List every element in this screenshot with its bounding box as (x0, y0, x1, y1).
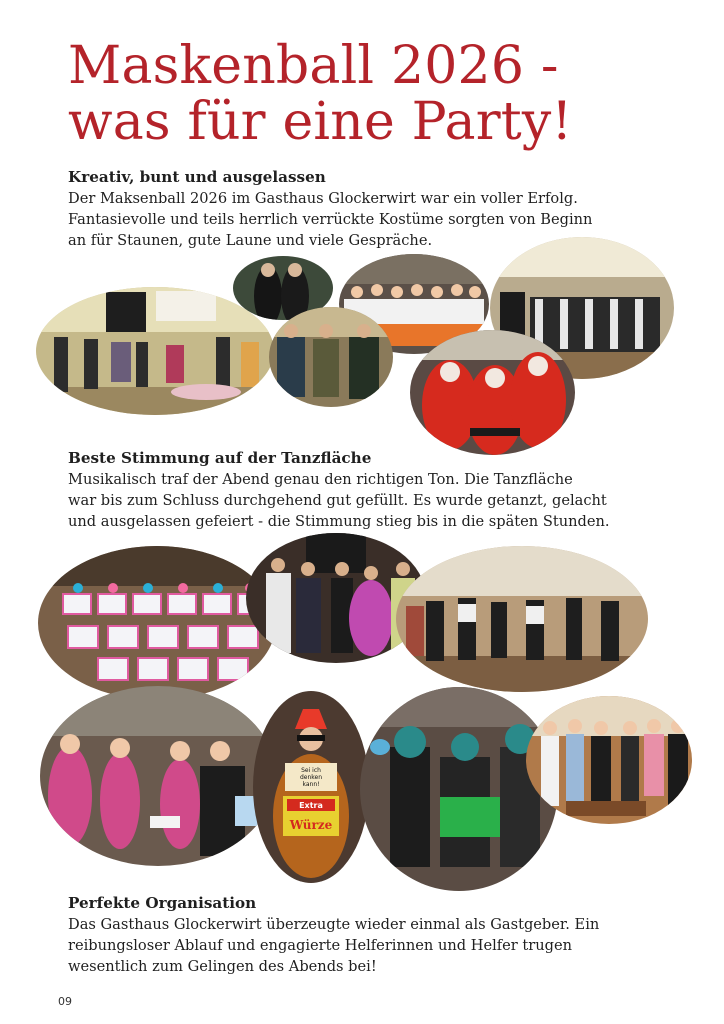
bottle-label-extra: Extra (299, 801, 323, 810)
section-tanzflaeche (68, 448, 668, 532)
section-heading: Kreativ, bunt und ausgelassen (68, 168, 326, 186)
section-organisation (68, 893, 668, 977)
photo-wuerze-costume (253, 691, 369, 883)
body-line: und ausgelassen gefeiert - die Stimmung stieg bis in die späten Stunden. (68, 513, 610, 530)
page-title (68, 38, 573, 150)
body-line: Fantasievolle und teils herrlich verrückte Kostüme sorgten von Beginn (68, 211, 593, 228)
section-heading: Beste Stimmung auf der Tanzfläche (68, 449, 372, 467)
title-line-1: Maskenball 2026 - (68, 36, 559, 96)
sign-line-1: Sei ich (301, 767, 321, 774)
section-body (68, 469, 668, 532)
photo-sailors-nuns (526, 696, 692, 824)
section-body (68, 914, 668, 977)
sign-line-2: denken (299, 774, 323, 781)
sign-line-3: kann! (302, 781, 320, 788)
title-line-2: was für eine Party! (68, 92, 573, 152)
body-line: Das Gasthaus Glockerwirt überzeugte wieder einmal als Gastgeber. Ein (68, 916, 600, 933)
photo-costume-crowd (36, 287, 274, 415)
photo-tv-costumes (38, 546, 276, 700)
photo-masks-party (360, 687, 558, 891)
photo-dancing-crowd (40, 686, 276, 866)
body-line: Musikalisch traf der Abend genau den richtigen Ton. Die Tanzfläche (68, 471, 573, 488)
page-number: 09 (58, 995, 72, 1008)
body-line: wesentlich zum Gelingen des Abends bei! (68, 958, 377, 975)
bottle-label-wuerze: Würze (289, 818, 333, 832)
photo-pirates-group (396, 546, 648, 692)
body-line: reibungsloser Ablauf und engagierte Helferinnen und Helfer trugen (68, 937, 573, 954)
body-line: Der Maksenball 2026 im Gasthaus Glockerwirt war ein voller Erfolg. (68, 190, 578, 207)
body-line: war bis zum Schluss durchgehend gut gefüllt. Es wurde getanzt, gelacht (68, 492, 607, 509)
section-heading: Perfekte Organisation (68, 894, 257, 912)
photo-hippie-group (269, 307, 393, 407)
body-line: an für Staunen, gute Laune und viele Gespräche. (68, 232, 433, 249)
photo-colorful-costumes (246, 533, 426, 663)
photo-heist-costumes (410, 330, 575, 455)
